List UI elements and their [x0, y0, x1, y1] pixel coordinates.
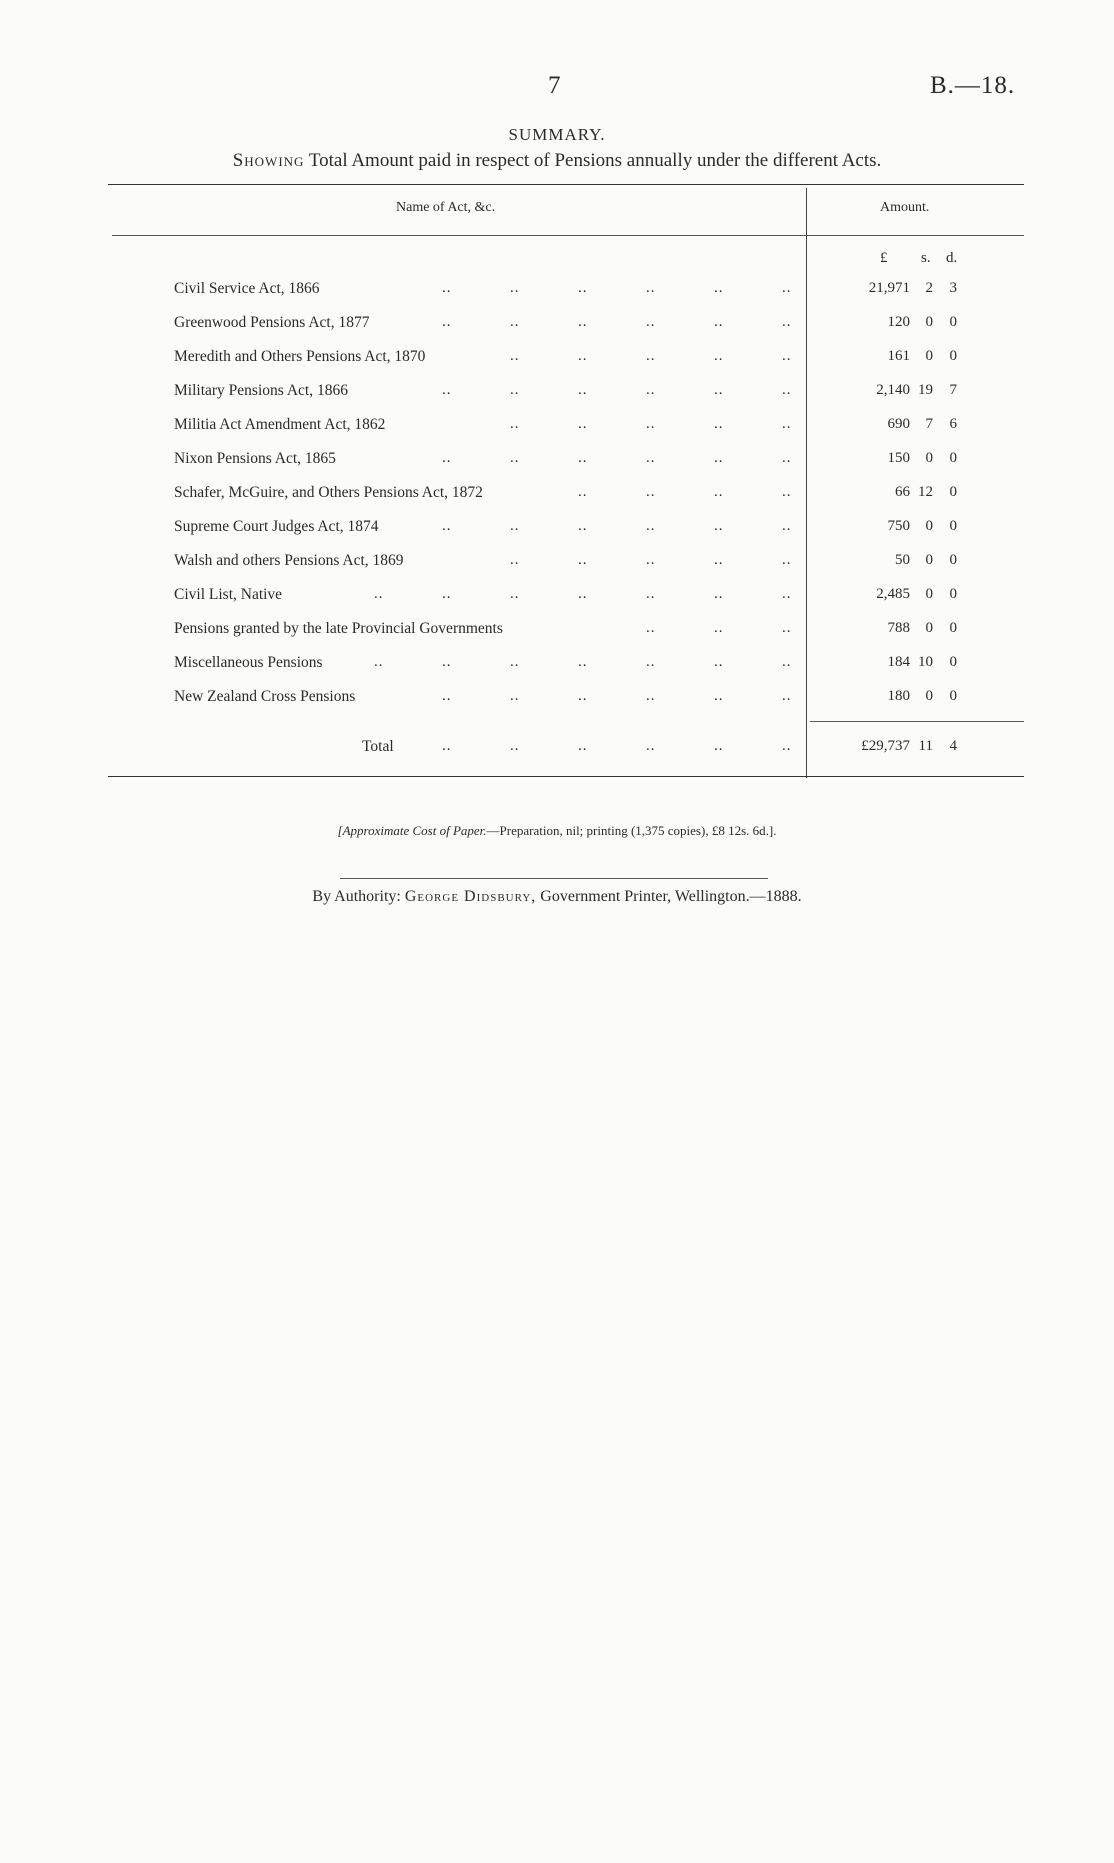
leader-dots: .. [510, 450, 520, 466]
subtitle-lead: Showing [232, 150, 305, 171]
cost-footnote [0, 823, 1114, 839]
table-row [0, 280, 1114, 310]
table-row [0, 620, 1114, 650]
amount-pounds: 180 [887, 688, 910, 704]
table-row [0, 654, 1114, 684]
total-pence: 4 [949, 738, 957, 754]
amount-pounds: 66 [895, 484, 910, 500]
amount-pence: 0 [949, 552, 957, 568]
leader-dots: .. [646, 654, 656, 670]
amount-pence: 3 [949, 280, 957, 296]
leader-dots: .. [646, 586, 656, 602]
amount-pence: 0 [949, 518, 957, 534]
leader-dots: .. [782, 518, 792, 534]
leader-dots: .. [578, 416, 588, 432]
leader-dots: .. [442, 518, 452, 534]
amount-shillings: 10 [918, 654, 933, 670]
leader-dots: .. [510, 382, 520, 398]
table-row [0, 586, 1114, 616]
leader-dots: .. [646, 738, 656, 754]
act-name: Civil List, Native [174, 586, 283, 603]
leader-dots: .. [782, 654, 792, 670]
leader-dots: .. [510, 314, 520, 330]
leader-dots: .. [782, 484, 792, 500]
leader-dots: .. [510, 688, 520, 704]
leader-dots: .. [510, 518, 520, 534]
total-row [0, 738, 1114, 768]
leader-dots: .. [782, 620, 792, 636]
act-name: Military Pensions Act, 1866 [174, 382, 348, 399]
leader-dots: .. [782, 314, 792, 330]
amount-pounds: 750 [887, 518, 910, 534]
leader-dots: .. [578, 280, 588, 296]
act-name: Civil Service Act, 1866 [174, 280, 320, 297]
printer-rule [340, 878, 768, 879]
table-top-rule [108, 184, 1024, 185]
leader-dots: .. [782, 688, 792, 704]
leader-dots: .. [442, 654, 452, 670]
act-name: Nixon Pensions Act, 1865 [174, 450, 336, 467]
table-row [0, 450, 1114, 480]
leader-dots: .. [782, 586, 792, 602]
cost-text: —Preparation, nil; printing (1,375 copies), £8 12s. 6d.]. [486, 823, 777, 838]
leader-dots: .. [646, 552, 656, 568]
printer-name: George Didsbury, [404, 888, 537, 905]
amount-pounds: 161 [887, 348, 910, 364]
summary-subtitle [0, 150, 1114, 172]
amount-shillings: 0 [925, 348, 933, 364]
leader-dots: .. [714, 348, 724, 364]
amount-pence: 6 [949, 416, 957, 432]
amount-pounds: 21,971 [868, 280, 910, 296]
leader-dots: .. [442, 314, 452, 330]
amount-pounds: 2,140 [876, 382, 910, 398]
leader-dots: .. [646, 518, 656, 534]
leader-dots: .. [510, 280, 520, 296]
leader-dots: .. [782, 348, 792, 364]
leader-dots: .. [442, 586, 452, 602]
amount-pence: 0 [949, 586, 957, 602]
amount-shillings: 0 [925, 314, 933, 330]
amount-pence: 0 [949, 654, 957, 670]
amount-pounds: 120 [887, 314, 910, 330]
leader-dots: .. [714, 416, 724, 432]
amount-shillings: 0 [925, 518, 933, 534]
table-row [0, 552, 1114, 582]
leader-dots: .. [578, 450, 588, 466]
leader-dots: .. [782, 416, 792, 432]
summary-title: SUMMARY. [508, 125, 606, 144]
leader-dots: .. [646, 280, 656, 296]
leader-dots: .. [578, 586, 588, 602]
page-number: 7 [548, 72, 561, 99]
header-bottom-rule [112, 235, 1024, 236]
total-pounds: £29,737 [861, 738, 910, 754]
printer-rest: Government Printer, Wellington.—1888. [540, 888, 802, 905]
table-row [0, 688, 1114, 718]
amount-pence: 0 [949, 620, 957, 636]
leader-dots: .. [646, 416, 656, 432]
leader-dots: .. [782, 280, 792, 296]
amount-shillings: 7 [925, 416, 933, 432]
leader-dots: .. [578, 314, 588, 330]
act-name: Meredith and Others Pensions Act, 1870 [174, 348, 426, 365]
table-row [0, 518, 1114, 548]
leader-dots: .. [578, 738, 588, 754]
leader-dots: .. [374, 586, 384, 602]
table-row [0, 416, 1114, 446]
leader-dots: .. [510, 738, 520, 754]
leader-dots: .. [578, 688, 588, 704]
leader-dots: .. [374, 654, 384, 670]
amount-pence: 0 [949, 484, 957, 500]
leader-dots: .. [714, 450, 724, 466]
printer-line [0, 888, 1114, 906]
amount-shillings: 0 [925, 586, 933, 602]
amount-pence: 7 [949, 382, 957, 398]
act-name: Greenwood Pensions Act, 1877 [174, 314, 370, 331]
leader-dots: .. [646, 484, 656, 500]
amount-shillings: 0 [925, 552, 933, 568]
amount-pence: 0 [949, 450, 957, 466]
leader-dots: .. [578, 348, 588, 364]
amount-pounds: 690 [887, 416, 910, 432]
act-name: Miscellaneous Pensions [174, 654, 323, 671]
leader-dots: .. [578, 654, 588, 670]
amount-pounds: 2,485 [876, 586, 910, 602]
amount-shillings: 2 [925, 280, 933, 296]
leader-dots: .. [442, 688, 452, 704]
column-header-amount: Amount. [880, 200, 930, 215]
amount-pence: 0 [949, 688, 957, 704]
unit-pounds: £ [880, 250, 888, 266]
amount-shillings: 19 [918, 382, 933, 398]
amount-shillings: 12 [918, 484, 933, 500]
leader-dots: .. [510, 552, 520, 568]
act-name: Walsh and others Pensions Act, 1869 [174, 552, 404, 569]
leader-dots: .. [646, 382, 656, 398]
leader-dots: .. [714, 280, 724, 296]
leader-dots: .. [646, 348, 656, 364]
leader-dots: .. [714, 518, 724, 534]
leader-dots: .. [714, 382, 724, 398]
table-bottom-rule [108, 776, 1024, 777]
leader-dots: .. [782, 738, 792, 754]
amount-pence: 0 [949, 348, 957, 364]
leader-dots: .. [714, 738, 724, 754]
amount-pounds: 150 [887, 450, 910, 466]
amount-pounds: 788 [887, 620, 910, 636]
leader-dots: .. [510, 654, 520, 670]
table-row [0, 484, 1114, 514]
amount-pence: 0 [949, 314, 957, 330]
column-header-name: Name of Act, &c. [396, 200, 496, 215]
leader-dots: .. [714, 620, 724, 636]
total-label: Total [362, 738, 394, 755]
leader-dots: .. [714, 484, 724, 500]
leader-dots: .. [442, 450, 452, 466]
leader-dots: .. [714, 552, 724, 568]
leader-dots: .. [578, 518, 588, 534]
leader-dots: .. [578, 382, 588, 398]
leader-dots: .. [578, 552, 588, 568]
leader-dots: .. [646, 314, 656, 330]
unit-pence: d. [946, 250, 958, 266]
leader-dots: .. [714, 314, 724, 330]
amount-shillings: 0 [925, 450, 933, 466]
amount-pounds: 50 [895, 552, 910, 568]
total-top-rule [810, 721, 1024, 722]
table-row [0, 314, 1114, 344]
leader-dots: .. [714, 586, 724, 602]
leader-dots: .. [510, 416, 520, 432]
document-reference: B.—18. [930, 72, 1016, 99]
leader-dots: .. [782, 450, 792, 466]
leader-dots: .. [714, 654, 724, 670]
leader-dots: .. [510, 348, 520, 364]
subtitle-text: Total Amount paid in respect of Pensions annually under the different Acts. [308, 150, 882, 171]
leader-dots: .. [510, 586, 520, 602]
act-name: Pensions granted by the late Provincial Governments [174, 620, 503, 637]
act-name: Supreme Court Judges Act, 1874 [174, 518, 379, 535]
leader-dots: .. [442, 738, 452, 754]
leader-dots: .. [646, 620, 656, 636]
leader-dots: .. [578, 484, 588, 500]
leader-dots: .. [442, 382, 452, 398]
leader-dots: .. [646, 688, 656, 704]
authority-lead: By Authority: [312, 888, 401, 905]
amount-shillings: 0 [925, 620, 933, 636]
leader-dots: .. [442, 280, 452, 296]
act-name: New Zealand Cross Pensions [174, 688, 356, 705]
cost-label: [Approximate Cost of Paper. [337, 823, 487, 838]
leader-dots: .. [782, 382, 792, 398]
act-name: Schafer, McGuire, and Others Pensions Act, 1872 [174, 484, 483, 501]
total-shillings: 11 [918, 738, 933, 754]
table-row [0, 348, 1114, 378]
act-name: Militia Act Amendment Act, 1862 [174, 416, 386, 433]
table-row [0, 382, 1114, 412]
leader-dots: .. [714, 688, 724, 704]
amount-shillings: 0 [925, 688, 933, 704]
leader-dots: .. [646, 450, 656, 466]
amount-pounds: 184 [887, 654, 910, 670]
unit-shillings: s. [921, 250, 931, 266]
leader-dots: .. [782, 552, 792, 568]
